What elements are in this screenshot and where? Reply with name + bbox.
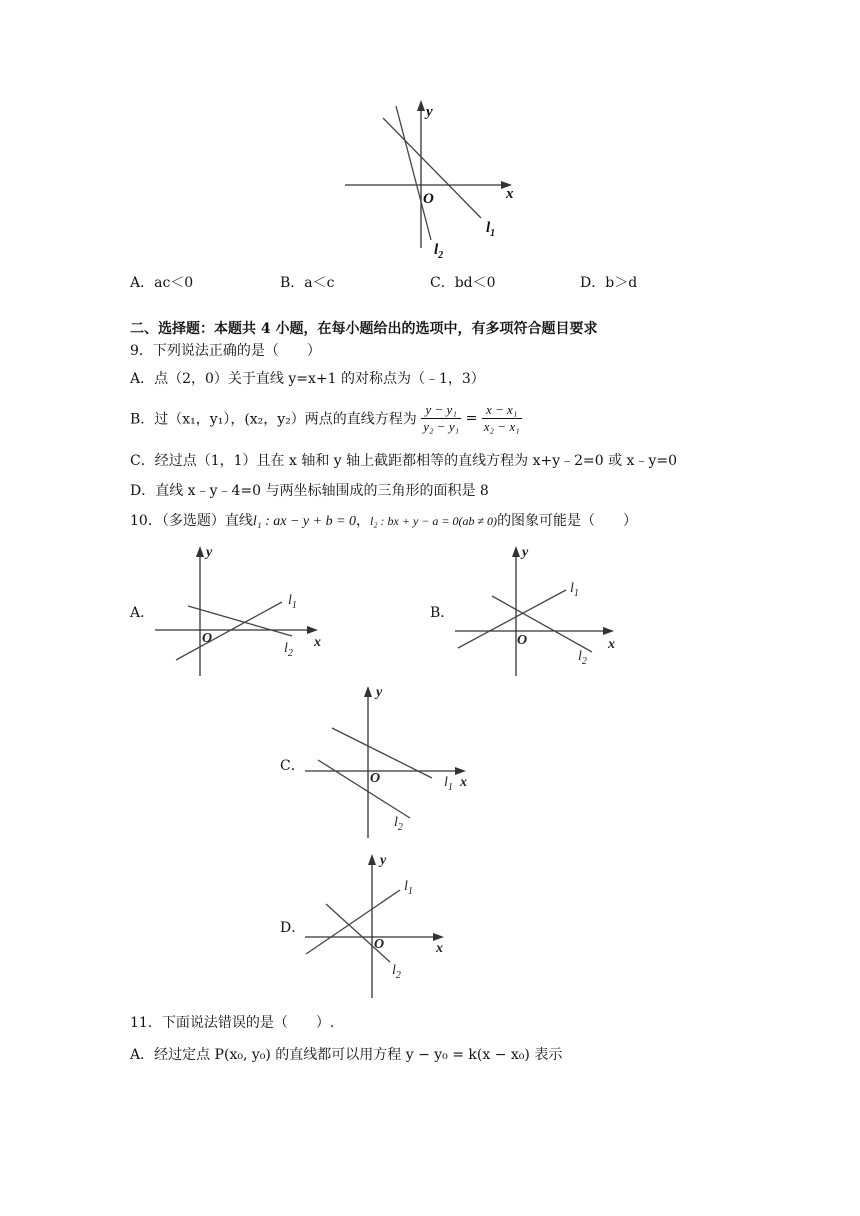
q10-label-a: A．	[130, 605, 155, 621]
svg-text:l1: $l_1$	[288, 593, 297, 611]
svg-text:l1: $l_1$	[444, 775, 453, 793]
q8-l1-label: $l_1$	[486, 220, 496, 239]
svg-text:y: y	[380, 853, 387, 868]
q8-option-b: B．a＜c	[280, 275, 335, 291]
q10-label-d: D．	[280, 920, 306, 936]
svg-text:x: x	[314, 635, 321, 650]
q9-option-c: C．经过点（1，1）且在 x 轴和 y 轴上截距都相等的直线方程为 x+y﹣2=0 或 x﹣y=0	[130, 453, 678, 469]
svg-text:l1: $l_1$	[570, 581, 579, 599]
q10-label-b: B．	[430, 605, 455, 621]
svg-text:x: x	[460, 775, 467, 790]
svg-text:y: y	[376, 685, 383, 700]
svg-text:O: O	[370, 771, 381, 786]
q10-label-c: C．	[280, 758, 305, 774]
svg-text:l1: $l_1$	[404, 879, 413, 897]
q9-stem: 9．下列说法正确的是（ ）	[130, 343, 321, 359]
svg-text:l2: $l_2$	[394, 815, 403, 833]
svg-text:l2: $l_2$	[392, 963, 401, 981]
q8-option-a: A．ac＜0	[130, 275, 194, 291]
q9-fraction-y: $\frac{\text{y − y₁}}{\text{y₂ − y₁}}$	[423, 402, 460, 434]
q9-option-a: A．点（2，0）关于直线 y=x+1 的对称点为（﹣1，3）	[130, 371, 485, 387]
q11-stem: 11．下面说法错误的是（ ）.	[130, 1015, 335, 1031]
svg-text:x: x	[436, 941, 443, 956]
q8-x-label: x	[506, 186, 514, 202]
svg-text:O: O	[517, 633, 528, 648]
q9-option-b: B．过（x₁，y₁），(x₂，y₂）两点的直线方程为 $\frac{\text{y − y₁}}{\text{y₂ − y₁}}$ = $\frac{\text{x − x₁}}{\text{x₂ − x₁}}$	[130, 402, 520, 434]
svg-text:y: y	[522, 545, 529, 560]
svg-text:x: x	[608, 637, 615, 652]
q9-fraction-x: $\frac{\text{x − x₁}}{\text{x₂ − x₁}}$	[483, 402, 520, 434]
svg-text:l2: $l_2$	[578, 649, 587, 667]
q8-option-c: C．bd＜0	[430, 275, 496, 291]
q8-y-label: y	[426, 104, 433, 120]
section-heading: 二、选择题：本题共 4 小题，在每小题给出的选项中，有多项符合题目要求	[130, 321, 598, 337]
svg-text:O: O	[374, 937, 385, 952]
q8-l2-label: $l_2$	[434, 242, 444, 261]
svg-text:l2: $l_2$	[284, 641, 293, 659]
svg-text:O: O	[202, 631, 213, 646]
q10-stem: 10．（多选题）直线l₁ : ax − y + b = 0，l₂ : bx + y − a = 0(ab ≠ 0)的图象可能是（ ）	[130, 513, 638, 529]
q8-option-d: D．b＞d	[580, 275, 638, 291]
q8-origin-label: O	[423, 191, 434, 207]
q9-option-d: D．直线 x﹣y﹣4=0 与两坐标轴围成的三角形的面积是 8	[130, 483, 489, 499]
q11-option-a: A．经过定点 P(x₀, y₀) 的直线都可以用方程 y − y₀ = k(x − x₀) 表示	[130, 1047, 563, 1063]
svg-text:y: y	[206, 545, 213, 560]
